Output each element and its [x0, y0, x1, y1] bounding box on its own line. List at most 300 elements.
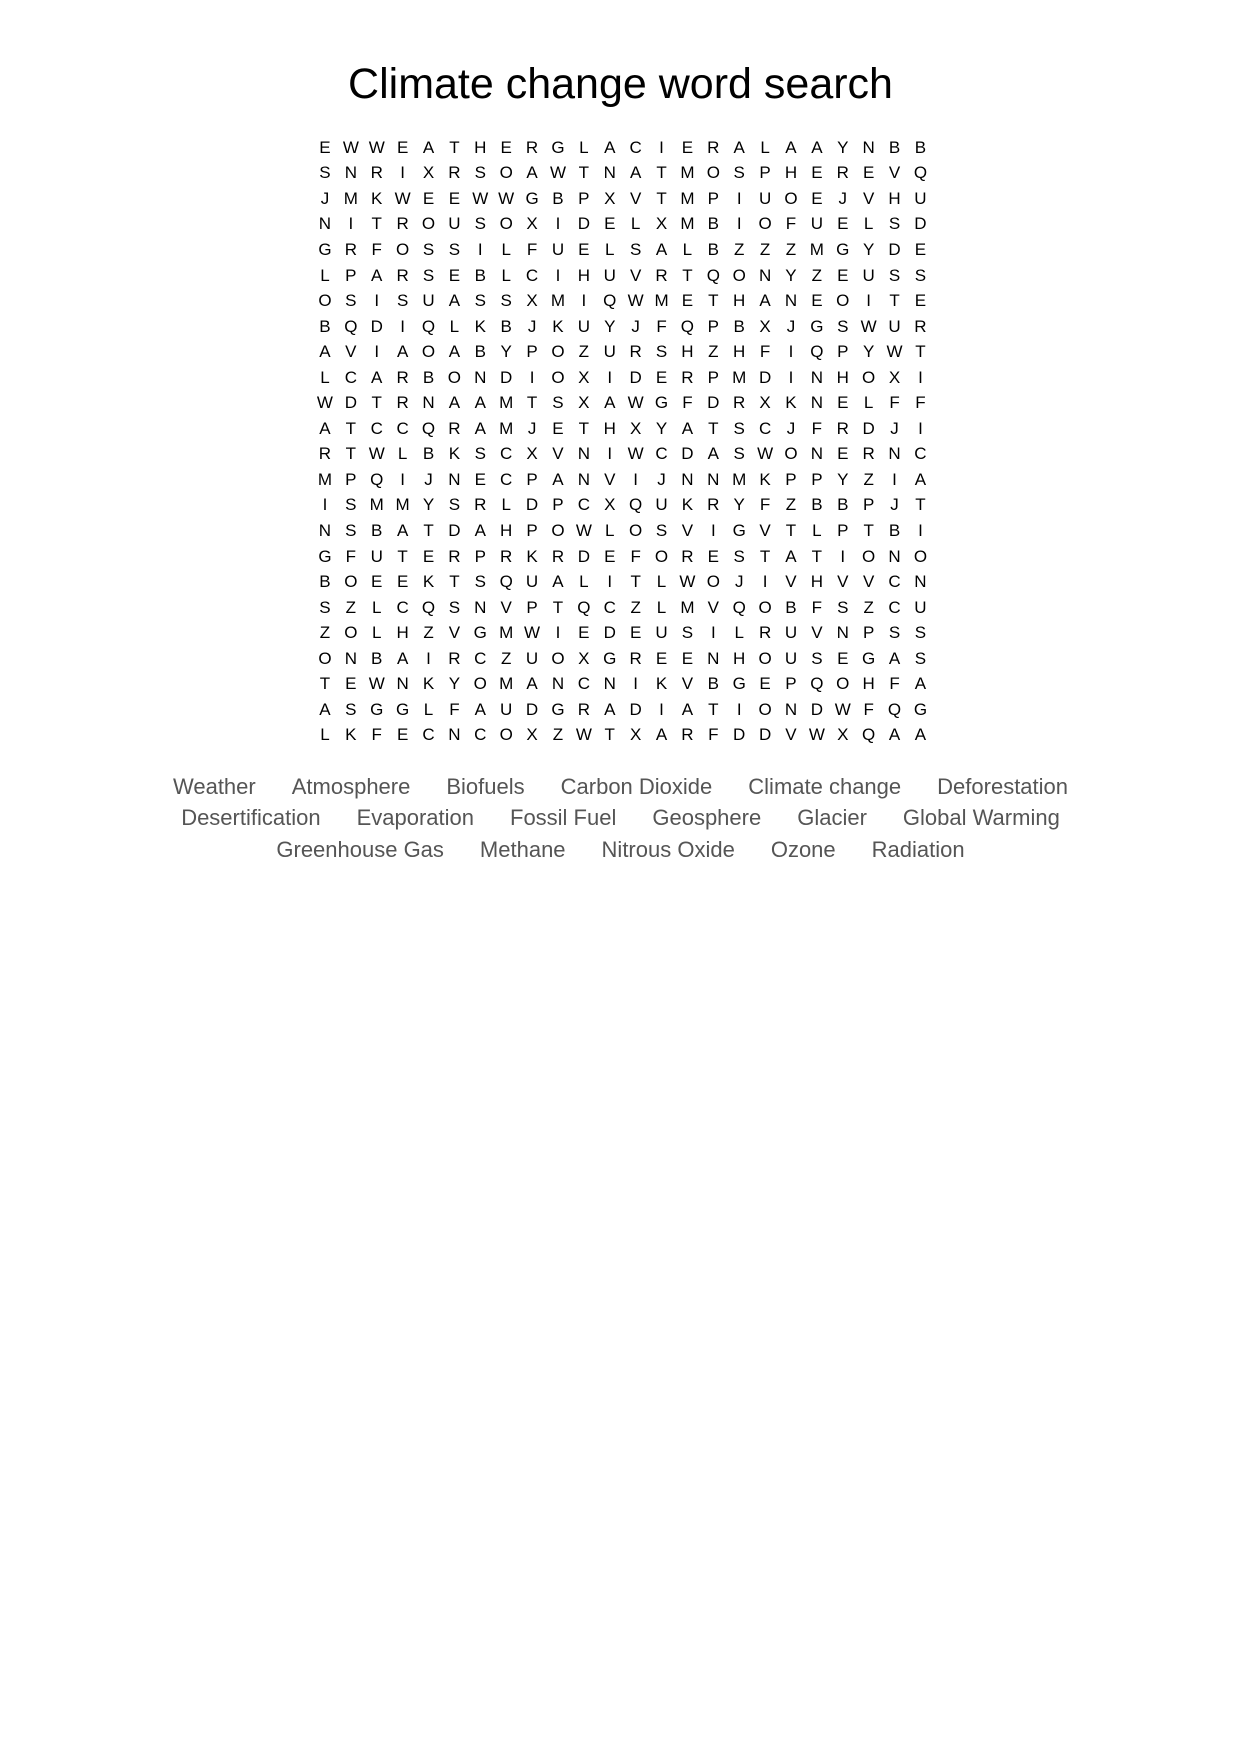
grid-letter: R [681, 725, 694, 745]
grid-letter: O [344, 623, 358, 643]
grid-letter: Z [345, 597, 357, 617]
grid-letter: Y [862, 239, 875, 259]
grid-letter: A [785, 546, 797, 566]
word-list-line [110, 771, 1131, 803]
grid-letter: K [448, 444, 461, 464]
grid-row [312, 493, 936, 519]
grid-letter: A [707, 444, 719, 464]
grid-letter: F [708, 725, 719, 745]
grid-letter: C [603, 597, 616, 617]
grid-letter: T [708, 699, 719, 719]
grid-letter: O [421, 214, 436, 234]
grid-letter: A [629, 163, 642, 183]
grid-letter: F [811, 418, 823, 438]
grid-letter: S [888, 214, 901, 234]
grid-letter: U [914, 188, 927, 208]
grid-letter: F [889, 393, 900, 413]
grid-letter: S [396, 291, 409, 311]
grid-letter: Z [578, 342, 590, 362]
grid-letter: O [706, 163, 720, 183]
grid-letter: J [786, 418, 796, 438]
grid-letter: D [681, 444, 694, 464]
grid-letter: B [552, 188, 564, 208]
grid-letter: V [811, 623, 823, 643]
grid-letter: X [759, 393, 771, 413]
grid-letter: U [577, 316, 590, 336]
grid-letter: G [396, 699, 410, 719]
grid-letter: Q [862, 725, 876, 745]
grid-letter: D [707, 393, 720, 413]
grid-letter: U [655, 495, 668, 515]
grid-letter: L [863, 393, 874, 413]
grid-letter: H [784, 163, 798, 183]
grid-letter: L [371, 623, 382, 643]
grid-letter: U [784, 648, 798, 668]
grid-letter: O [551, 342, 565, 362]
grid-letter: J [890, 495, 899, 515]
grid-letter: J [527, 418, 537, 438]
grid-row [312, 697, 936, 723]
word-list-item: Global Warming [902, 805, 1060, 831]
grid-letter: C [758, 418, 772, 438]
grid-letter: C [914, 444, 927, 464]
grid-letter: X [629, 418, 642, 438]
grid-letter: O [836, 674, 850, 694]
grid-letter: V [888, 163, 901, 183]
grid-letter: L [320, 725, 330, 745]
grid-letter: S [811, 648, 823, 668]
grid-letter: V [759, 520, 771, 540]
grid-letter: T [604, 725, 615, 745]
grid-letter: N [344, 163, 357, 183]
grid-letter: E [474, 469, 486, 489]
grid-letter: P [578, 188, 590, 208]
grid-letter: S [474, 291, 486, 311]
grid-row [312, 595, 936, 621]
grid-letter: W [472, 188, 489, 208]
grid-letter: L [579, 137, 589, 157]
grid-letter: H [681, 342, 694, 362]
grid-letter: F [526, 239, 538, 259]
grid-letter: Q [629, 495, 643, 515]
grid-letter: A [448, 342, 461, 362]
grid-letter: B [811, 495, 823, 515]
grid-letter: O [758, 214, 772, 234]
grid-letter: Z [552, 725, 564, 745]
grid-letter: I [866, 291, 872, 311]
grid-letter: B [422, 444, 435, 464]
grid-letter: N [862, 137, 875, 157]
grid-letter: L [397, 444, 408, 464]
grid-letter: A [396, 342, 409, 362]
grid-letter: Z [863, 597, 874, 617]
grid-letter: I [736, 214, 742, 234]
grid-letter: T [889, 291, 900, 311]
grid-letter: A [552, 572, 564, 592]
grid-letter: X [655, 214, 668, 234]
grid-letter: S [914, 623, 927, 643]
grid-letter: K [526, 546, 538, 566]
grid-letter: X [759, 316, 771, 336]
grid-row [312, 186, 936, 212]
grid-letter: S [552, 393, 564, 413]
grid-letter: C [422, 725, 435, 745]
grid-letter: X [837, 725, 849, 745]
word-list-item: Evaporation [356, 805, 474, 831]
letter-grid [312, 135, 936, 748]
grid-letter: A [655, 725, 668, 745]
grid-letter: S [474, 214, 486, 234]
grid-letter: S [474, 163, 486, 183]
grid-letter: S [474, 572, 486, 592]
grid-letter: L [760, 137, 770, 157]
grid-letter: Q [344, 316, 358, 336]
grid-letter: A [914, 469, 927, 489]
grid-letter: O [706, 572, 720, 592]
grid-letter: A [422, 137, 435, 157]
grid-letter: X [629, 725, 642, 745]
grid-letter: E [578, 239, 590, 259]
grid-letter: I [374, 291, 380, 311]
grid-row [312, 518, 936, 544]
grid-letter: N [836, 623, 849, 643]
grid-letter: V [604, 469, 616, 489]
grid-letter: P [707, 367, 719, 387]
grid-letter: P [707, 188, 719, 208]
grid-letter: G [473, 623, 487, 643]
grid-letter: Q [370, 469, 384, 489]
word-list-line [110, 834, 1131, 866]
grid-letter: P [526, 469, 538, 489]
grid-letter: M [317, 469, 333, 489]
grid-row [312, 544, 936, 570]
grid-letter: W [316, 393, 333, 413]
grid-letter: M [499, 418, 514, 438]
grid-letter: A [681, 699, 694, 719]
grid-letter: Z [785, 495, 797, 515]
grid-row [312, 365, 936, 391]
grid-row [312, 569, 936, 595]
grid-row [312, 390, 936, 416]
grid-letter: T [345, 418, 357, 438]
grid-letter: E [396, 137, 409, 157]
grid-letter: S [733, 444, 745, 464]
grid-letter: R [448, 648, 461, 668]
grid-letter: P [526, 520, 538, 540]
grid-letter: H [862, 674, 875, 694]
grid-letter: I [348, 214, 354, 234]
grid-letter: A [914, 674, 927, 694]
grid-letter: N [344, 648, 357, 668]
grid-letter: G [732, 674, 746, 694]
grid-row [312, 135, 936, 161]
grid-letter: O [396, 239, 410, 259]
grid-letter: L [605, 520, 615, 540]
grid-letter: R [707, 495, 720, 515]
grid-letter: K [345, 725, 357, 745]
grid-letter: W [368, 137, 385, 157]
grid-letter: S [914, 648, 927, 668]
grid-letter: X [578, 393, 590, 413]
grid-letter: M [680, 163, 695, 183]
grid-letter: I [400, 163, 405, 183]
grid-letter: U [655, 623, 668, 643]
word-list-item: Fossil Fuel [510, 805, 617, 831]
grid-letter: E [655, 648, 668, 668]
grid-letter: I [555, 265, 561, 285]
grid-letter: U [914, 597, 927, 617]
grid-letter: X [526, 725, 538, 745]
grid-letter: H [500, 520, 513, 540]
grid-letter: G [603, 648, 617, 668]
grid-letter: O [913, 546, 928, 566]
grid-letter: Q [499, 572, 513, 592]
grid-letter: F [449, 699, 460, 719]
grid-letter: B [707, 239, 719, 259]
grid-row [312, 620, 936, 646]
grid-letter: A [526, 163, 538, 183]
grid-letter: W [498, 188, 515, 208]
grid-letter: R [707, 137, 720, 157]
grid-letter: F [371, 239, 382, 259]
grid-letter: Z [630, 597, 641, 617]
grid-letter: W [679, 572, 696, 592]
grid-letter: G [732, 520, 746, 540]
grid-letter: R [681, 367, 694, 387]
grid-letter: O [499, 725, 513, 745]
grid-letter: E [655, 367, 668, 387]
grid-letter: B [474, 342, 486, 362]
grid-letter: N [888, 546, 901, 566]
word-list-item: Desertification [181, 805, 321, 831]
grid-letter: P [811, 469, 823, 489]
grid-letter: R [474, 495, 487, 515]
grid-letter: D [810, 699, 823, 719]
grid-letter: N [422, 393, 435, 413]
grid-letter: F [656, 316, 667, 336]
grid-letter: R [733, 393, 746, 413]
grid-letter: D [758, 367, 772, 387]
grid-letter: M [732, 367, 747, 387]
grid-letter: W [627, 291, 644, 311]
grid-letter: C [370, 418, 383, 438]
grid-letter: A [733, 137, 745, 157]
grid-letter: H [836, 367, 849, 387]
grid-letter: N [681, 469, 694, 489]
grid-letter: J [631, 316, 640, 336]
grid-letter: Y [604, 316, 616, 336]
grid-row [312, 339, 936, 365]
grid-letter: T [630, 572, 641, 592]
grid-letter: O [758, 699, 772, 719]
grid-letter: H [474, 137, 487, 157]
grid-letter: A [785, 137, 797, 157]
grid-letter: D [525, 699, 539, 719]
grid-letter: L [501, 495, 511, 515]
grid-letter: P [862, 495, 875, 515]
grid-row [312, 671, 936, 697]
grid-letter: C [577, 495, 590, 515]
grid-letter: A [371, 367, 383, 387]
grid-letter: T [682, 265, 693, 285]
grid-letter: L [630, 214, 641, 234]
grid-letter: N [603, 163, 616, 183]
grid-letter: G [551, 137, 565, 157]
grid-letter: G [370, 699, 384, 719]
grid-row [312, 442, 936, 468]
grid-letter: M [499, 623, 514, 643]
grid-letter: A [396, 648, 409, 668]
grid-letter: A [319, 699, 331, 719]
grid-letter: L [371, 597, 382, 617]
grid-letter: M [654, 291, 669, 311]
grid-letter: D [525, 495, 539, 515]
grid-letter: I [555, 214, 561, 234]
grid-letter: T [371, 393, 382, 413]
grid-letter: D [914, 214, 927, 234]
grid-letter: R [914, 316, 927, 336]
grid-letter: W [524, 623, 541, 643]
grid-letter: T [526, 393, 538, 413]
grid-letter: Q [913, 163, 928, 183]
grid-letter: J [657, 469, 666, 489]
grid-letter: P [837, 342, 849, 362]
grid-letter: S [629, 239, 642, 259]
grid-letter: U [784, 623, 798, 643]
grid-letter: D [448, 520, 461, 540]
grid-letter: O [318, 291, 332, 311]
grid-letter: C [396, 418, 409, 438]
grid-letter: L [863, 214, 874, 234]
grid-letter: I [607, 444, 613, 464]
grid-letter: G [318, 546, 332, 566]
grid-letter: B [319, 572, 331, 592]
grid-letter: K [785, 393, 797, 413]
grid-letter: N [914, 572, 927, 592]
grid-letter: J [424, 469, 433, 489]
word-list-item: Radiation [871, 836, 965, 862]
grid-letter: T [345, 444, 357, 464]
grid-letter: S [733, 163, 745, 183]
grid-letter: P [862, 623, 875, 643]
grid-letter: R [370, 163, 383, 183]
grid-letter: S [448, 597, 461, 617]
grid-letter: D [344, 393, 357, 413]
grid-letter: L [734, 623, 744, 643]
grid-letter: I [581, 291, 587, 311]
grid-letter: E [914, 291, 927, 311]
grid-letter: E [837, 393, 849, 413]
grid-letter: A [474, 520, 486, 540]
grid-letter: T [915, 495, 926, 515]
grid-letter: E [629, 623, 642, 643]
grid-letter: Z [319, 623, 331, 643]
grid-letter: S [319, 597, 331, 617]
grid-letter: O [551, 648, 565, 668]
grid-letter: V [837, 572, 849, 592]
grid-letter: V [862, 572, 875, 592]
grid-letter: W [757, 444, 774, 464]
grid-letter: X [526, 444, 538, 464]
grid-letter: O [499, 163, 513, 183]
grid-letter: S [345, 291, 357, 311]
grid-letter: U [603, 342, 616, 362]
grid-letter: E [552, 418, 564, 438]
grid-letter: C [474, 725, 487, 745]
grid-letter: M [680, 188, 695, 208]
grid-letter: T [371, 214, 382, 234]
grid-letter: O [421, 342, 436, 362]
grid-letter: Z [811, 265, 823, 285]
grid-letter: H [603, 418, 616, 438]
grid-letter: E [914, 239, 927, 259]
grid-letter: O [447, 367, 462, 387]
grid-letter: L [423, 699, 434, 719]
grid-letter: U [525, 648, 539, 668]
grid-letter: D [862, 418, 875, 438]
grid-letter: G [913, 699, 928, 719]
grid-letter: Q [577, 597, 591, 617]
grid-letter: R [836, 418, 849, 438]
grid-letter: S [500, 291, 512, 311]
grid-letter: R [862, 444, 875, 464]
grid-letter: L [501, 239, 511, 259]
grid-letter: S [422, 239, 435, 259]
grid-letter: C [888, 572, 901, 592]
grid-letter: X [526, 214, 538, 234]
word-list-item: Deforestation [937, 773, 1069, 799]
grid-letter: D [888, 239, 901, 259]
word-list-line [110, 803, 1131, 835]
grid-letter: W [368, 674, 385, 694]
grid-letter: G [654, 393, 669, 413]
grid-letter: D [577, 214, 590, 234]
grid-letter: N [474, 597, 487, 617]
grid-letter: Y [422, 495, 435, 515]
grid-letter: O [629, 520, 643, 540]
grid-letter: R [629, 342, 642, 362]
grid-letter: V [500, 597, 512, 617]
grid-letter: I [788, 367, 794, 387]
word-list-item: Methane [479, 836, 566, 862]
grid-letter: A [396, 520, 409, 540]
grid-letter: F [759, 342, 771, 362]
grid-letter: I [400, 316, 405, 336]
grid-letter: I [633, 674, 638, 694]
grid-letter: Q [706, 265, 720, 285]
grid-letter: T [578, 163, 590, 183]
grid-letter: E [681, 137, 694, 157]
grid-letter: O [758, 648, 772, 668]
grid-letter: A [319, 342, 331, 362]
grid-letter: S [733, 418, 745, 438]
grid-letter: Q [421, 597, 436, 617]
grid-letter: Z [423, 623, 434, 643]
grid-letter: R [629, 648, 642, 668]
grid-letter: L [579, 572, 589, 592]
grid-letter: V [862, 188, 875, 208]
grid-letter: C [474, 648, 487, 668]
grid-letter: T [656, 188, 667, 208]
grid-letter: L [605, 239, 615, 259]
grid-letter: E [681, 291, 694, 311]
grid-letter: U [810, 214, 823, 234]
grid-letter: T [759, 546, 771, 566]
grid-letter: I [400, 469, 405, 489]
grid-letter: V [785, 725, 797, 745]
grid-letter: R [836, 163, 849, 183]
grid-letter: E [759, 674, 771, 694]
